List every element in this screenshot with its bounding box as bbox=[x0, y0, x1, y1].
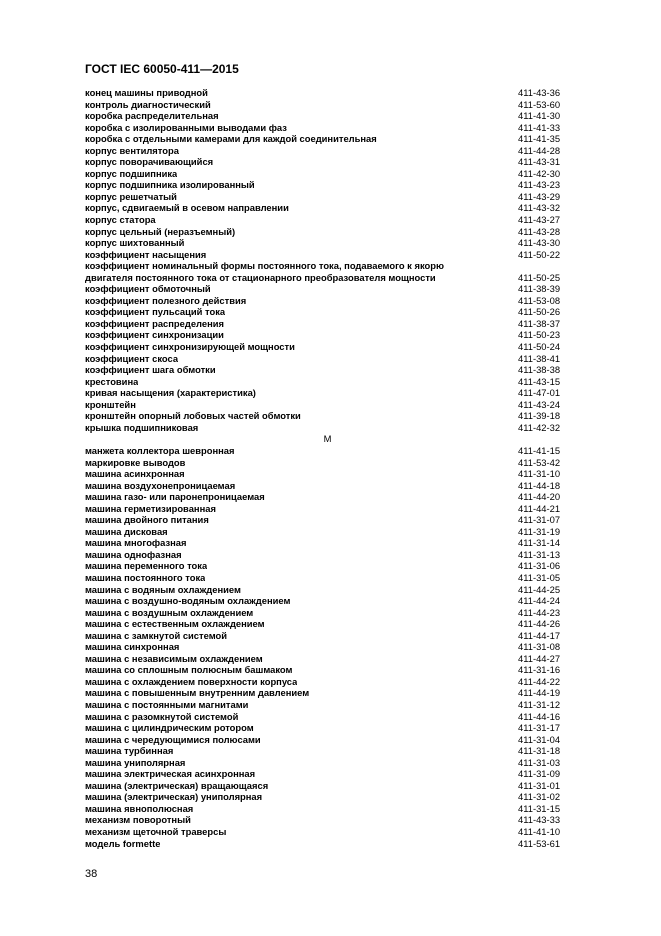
index-term: машина постоянного тока bbox=[85, 571, 206, 583]
index-entry bbox=[85, 468, 570, 480]
index-entry bbox=[85, 202, 570, 214]
index-code: 411-31-16 bbox=[518, 664, 561, 676]
index-term: корпус вентилятора bbox=[85, 144, 179, 156]
index-term: корпус статора bbox=[85, 214, 156, 226]
index-code: 411-31-10 bbox=[518, 468, 561, 480]
index-code: 411-50-25 bbox=[518, 271, 561, 283]
index-term: корпус, сдвигаемый в осевом направлении bbox=[85, 202, 289, 214]
index-entry bbox=[85, 191, 570, 203]
index-entry bbox=[85, 757, 570, 769]
index-term: машина (электрическая) вращающаяся bbox=[85, 779, 269, 791]
index-term: маркировке выводов bbox=[85, 456, 186, 468]
index-term: кронштейн bbox=[85, 398, 136, 410]
index-code: 411-39-18 bbox=[518, 410, 561, 422]
index-code: 411-31-03 bbox=[518, 756, 561, 768]
index-code: 411-53-60 bbox=[518, 98, 561, 110]
index-term: контроль диагностический bbox=[85, 98, 211, 110]
index-entry bbox=[85, 711, 570, 723]
index-entry bbox=[85, 295, 570, 307]
index-entry bbox=[85, 687, 570, 699]
index-term: машина со сплошным полюсным башмаком bbox=[85, 664, 293, 676]
index-entry bbox=[85, 87, 570, 99]
index-term: модель formette bbox=[85, 837, 161, 849]
index-code: 411-50-26 bbox=[518, 306, 561, 318]
index-code: 411-31-14 bbox=[518, 537, 561, 549]
index-entry bbox=[85, 803, 570, 815]
index-entry bbox=[85, 237, 570, 249]
index-code: 411-31-02 bbox=[518, 791, 561, 803]
index-term: машина с воздушным охлаждением bbox=[85, 606, 254, 618]
index-term: корпус подшипника изолированный bbox=[85, 179, 255, 191]
index-code: 411-38-37 bbox=[518, 317, 561, 329]
index-term: машина воздухонепроницаемая bbox=[85, 479, 236, 491]
index-entry bbox=[85, 814, 570, 826]
index-term: кривая насыщения (характеристика) bbox=[85, 387, 256, 399]
index-code: 411-31-18 bbox=[518, 745, 561, 757]
index-entry bbox=[85, 272, 570, 284]
index-term: машина с водяным охлаждением bbox=[85, 583, 241, 595]
index-term: машина герметизированная bbox=[85, 502, 216, 514]
page-header-title: ГОСТ IEC 60050-411—2015 bbox=[85, 62, 239, 76]
index-entry bbox=[85, 826, 570, 838]
index-entry bbox=[85, 676, 570, 688]
index-term: машина дисковая bbox=[85, 525, 168, 537]
index-entry bbox=[85, 480, 570, 492]
index-code: 411-38-39 bbox=[518, 283, 561, 295]
index-code: 411-31-06 bbox=[518, 560, 561, 572]
index-entry bbox=[85, 664, 570, 676]
index-code: 411-53-42 bbox=[518, 456, 561, 468]
index-entry bbox=[85, 179, 570, 191]
index-code: 411-50-22 bbox=[518, 248, 561, 260]
index-entry bbox=[85, 387, 570, 399]
index-term: крестовина bbox=[85, 375, 139, 387]
index-entry bbox=[85, 745, 570, 757]
index-entry bbox=[85, 306, 570, 318]
index-term: коэффициент синхронизирующей мощности bbox=[85, 341, 295, 353]
index-code: 411-44-21 bbox=[518, 502, 561, 514]
index-entry bbox=[85, 457, 570, 469]
index-code: 411-43-24 bbox=[518, 398, 561, 410]
index-entry bbox=[85, 353, 570, 365]
page-number: 38 bbox=[85, 868, 98, 880]
index-code: 411-50-24 bbox=[518, 341, 561, 353]
index-code: 411-41-30 bbox=[518, 110, 561, 122]
index-term: коэффициент обмоточный bbox=[85, 283, 211, 295]
index-code: 411-31-13 bbox=[518, 548, 561, 560]
index-code: 411-44-19 bbox=[518, 687, 561, 699]
index-term: коробка с изолированными выводами фаз bbox=[85, 121, 287, 133]
index-term: коэффициент шага обмотки bbox=[85, 364, 216, 376]
index-code: 411-43-15 bbox=[518, 375, 561, 387]
index-term: коробка с отдельными камерами для каждой соединительная bbox=[85, 133, 377, 145]
index-entry bbox=[85, 133, 570, 145]
index-term: машина с повышенным внутренним давлением bbox=[85, 687, 310, 699]
index-code: 411-41-33 bbox=[518, 121, 561, 133]
index-term: машина с независимым охлаждением bbox=[85, 652, 263, 664]
index-code: 411-41-15 bbox=[518, 444, 561, 456]
index-code: 411-44-24 bbox=[518, 595, 561, 607]
index-code: 411-44-27 bbox=[518, 652, 561, 664]
index-term: машина турбинная bbox=[85, 745, 174, 757]
index-code: 411-43-36 bbox=[518, 87, 561, 98]
index-code: 411-53-61 bbox=[518, 837, 561, 849]
index-entry bbox=[85, 584, 570, 596]
index-term: двигателя постоянного тока от стационарного преобразователя мощности bbox=[85, 271, 436, 283]
index-code: 411-31-04 bbox=[518, 733, 561, 745]
index-term: машина с чередующимися полюсами bbox=[85, 733, 261, 745]
index-entry bbox=[85, 145, 570, 157]
index-code: 411-31-17 bbox=[518, 722, 561, 734]
index-entry bbox=[85, 283, 570, 295]
index-term: коэффициент насыщения bbox=[85, 248, 207, 260]
index-entry bbox=[85, 503, 570, 515]
index-entry bbox=[85, 537, 570, 549]
index-term: коэффициент номинальный формы постоянного тока, подаваемого к якорю bbox=[85, 260, 444, 272]
index-term: машина с разомкнутой системой bbox=[85, 710, 239, 722]
index-code: 411-41-10 bbox=[518, 826, 561, 837]
index-entry bbox=[85, 722, 570, 734]
index-code: 411-43-33 bbox=[518, 814, 561, 826]
index-entry bbox=[85, 838, 570, 850]
index-code: 411-44-25 bbox=[518, 583, 561, 595]
index-code: 411-44-16 bbox=[518, 710, 561, 722]
index-code: 411-53-08 bbox=[518, 294, 561, 306]
index-entry bbox=[85, 329, 570, 341]
index-entry bbox=[85, 249, 570, 261]
index-term: машина с постоянными магнитами bbox=[85, 698, 249, 710]
index-code: 411-43-30 bbox=[518, 237, 561, 249]
index-code: 411-31-08 bbox=[518, 641, 561, 653]
index-term: машина однофазная bbox=[85, 548, 182, 560]
index-code: 411-31-19 bbox=[518, 525, 561, 537]
index-code: 411-31-12 bbox=[518, 698, 561, 710]
index-code: 411-38-38 bbox=[518, 364, 561, 376]
index-entry bbox=[85, 168, 570, 180]
index-term: коробка распределительная bbox=[85, 110, 219, 122]
index-code bbox=[518, 260, 570, 272]
index-term: машина многофазная bbox=[85, 537, 187, 549]
index-term: корпус подшипника bbox=[85, 167, 178, 179]
index-term: машина с цилиндрическим ротором bbox=[85, 722, 254, 734]
index-code: 411-43-31 bbox=[518, 156, 561, 168]
index-term: коэффициент синхронизации bbox=[85, 329, 224, 341]
index-entry bbox=[85, 214, 570, 226]
index-term: корпус поворачивающийся bbox=[85, 156, 214, 168]
index-code: 411-42-30 bbox=[518, 167, 561, 179]
index-entry bbox=[85, 491, 570, 503]
index-entry bbox=[85, 734, 570, 746]
index-code: 411-43-23 bbox=[518, 179, 561, 191]
index-entry bbox=[85, 364, 570, 376]
index-code: 411-31-07 bbox=[518, 514, 561, 526]
index-term: корпус шихтованный bbox=[85, 237, 185, 249]
index-term: машина с естественным охлаждением bbox=[85, 618, 265, 630]
index-entry bbox=[85, 641, 570, 653]
index-term: машина газо- или паронепроницаемая bbox=[85, 491, 265, 503]
index-code: 411-43-29 bbox=[518, 190, 561, 202]
index-code: 411-31-01 bbox=[518, 779, 561, 791]
index-term: механизм щеточной траверсы bbox=[85, 826, 227, 837]
index-term: машина с замкнутой системой bbox=[85, 629, 228, 641]
index-entry bbox=[85, 549, 570, 561]
index-term: машина двойного питания bbox=[85, 514, 209, 526]
index-entry bbox=[85, 318, 570, 330]
index-term: машина с воздушно-водяным охлаждением bbox=[85, 595, 291, 607]
index-code: 411-44-28 bbox=[518, 144, 561, 156]
index-code: 411-43-28 bbox=[518, 225, 561, 237]
index-code: 411-38-41 bbox=[518, 352, 561, 364]
index-entry bbox=[85, 422, 570, 434]
index-code: 411-44-23 bbox=[518, 606, 561, 618]
index-code: 411-50-23 bbox=[518, 329, 561, 341]
index-term: машина электрическая асинхронная bbox=[85, 768, 256, 780]
index-entry bbox=[85, 399, 570, 411]
index-entry bbox=[85, 768, 570, 780]
index-entry bbox=[85, 560, 570, 572]
index-entry bbox=[85, 699, 570, 711]
index-term: машина асинхронная bbox=[85, 468, 185, 480]
index-term: машина (электрическая) униполярная bbox=[85, 791, 263, 803]
section-letter: М bbox=[323, 433, 332, 445]
index-entry bbox=[85, 376, 570, 388]
index-term: корпус цельный (неразъемный) bbox=[85, 225, 236, 237]
index-entry bbox=[85, 526, 570, 538]
index-entry bbox=[85, 607, 570, 619]
index-entry bbox=[85, 791, 570, 803]
index-entry bbox=[85, 122, 570, 134]
index-entry bbox=[85, 226, 570, 238]
index-term: кронштейн опорный лобовых частей обмотки bbox=[85, 410, 301, 422]
index-code: 411-44-26 bbox=[518, 618, 561, 630]
index-entry bbox=[85, 260, 570, 272]
index-code: 411-44-17 bbox=[518, 629, 561, 641]
index-entry bbox=[85, 653, 570, 665]
index-term: коэффициент скоса bbox=[85, 352, 179, 364]
term-index bbox=[85, 87, 570, 849]
index-term: коэффициент распределения bbox=[85, 317, 224, 329]
index-term: машина с охлаждением поверхности корпуса bbox=[85, 675, 298, 687]
index-term: коэффициент пульсаций тока bbox=[85, 306, 226, 318]
index-entry bbox=[85, 618, 570, 630]
index-group-k bbox=[85, 87, 570, 433]
index-code: 411-41-35 bbox=[518, 133, 561, 145]
index-entry bbox=[85, 780, 570, 792]
index-code: 411-31-09 bbox=[518, 768, 561, 780]
index-code: 411-47-01 bbox=[518, 387, 561, 399]
index-code: 411-43-27 bbox=[518, 214, 561, 226]
index-term: коэффициент полезного действия bbox=[85, 294, 247, 306]
index-term: конец машины приводной bbox=[85, 87, 208, 98]
index-term: машина униполярная bbox=[85, 756, 186, 768]
index-entry bbox=[85, 595, 570, 607]
index-code: 411-31-15 bbox=[518, 802, 561, 814]
index-entry bbox=[85, 514, 570, 526]
index-code: 411-43-32 bbox=[518, 202, 561, 214]
index-code: 411-44-18 bbox=[518, 479, 561, 491]
index-code: 411-44-22 bbox=[518, 675, 561, 687]
index-term: машина явнополюсная bbox=[85, 802, 194, 814]
index-entry bbox=[85, 99, 570, 111]
index-entry bbox=[85, 156, 570, 168]
index-group-m bbox=[85, 445, 570, 849]
index-entry bbox=[85, 410, 570, 422]
index-term: манжета коллектора шевронная bbox=[85, 444, 235, 456]
index-code: 411-31-05 bbox=[518, 571, 561, 583]
index-entry bbox=[85, 630, 570, 642]
index-entry bbox=[85, 445, 570, 457]
index-code: 411-42-32 bbox=[518, 421, 561, 433]
index-entry bbox=[85, 110, 570, 122]
index-term: машина переменного тока bbox=[85, 560, 208, 572]
index-code: 411-44-20 bbox=[518, 491, 561, 503]
index-term: механизм поворотный bbox=[85, 814, 191, 826]
index-term: машина синхронная bbox=[85, 641, 180, 653]
index-entry bbox=[85, 341, 570, 353]
index-term: крышка подшипниковая bbox=[85, 421, 199, 433]
index-entry bbox=[85, 572, 570, 584]
index-term: корпус решетчатый bbox=[85, 190, 177, 202]
